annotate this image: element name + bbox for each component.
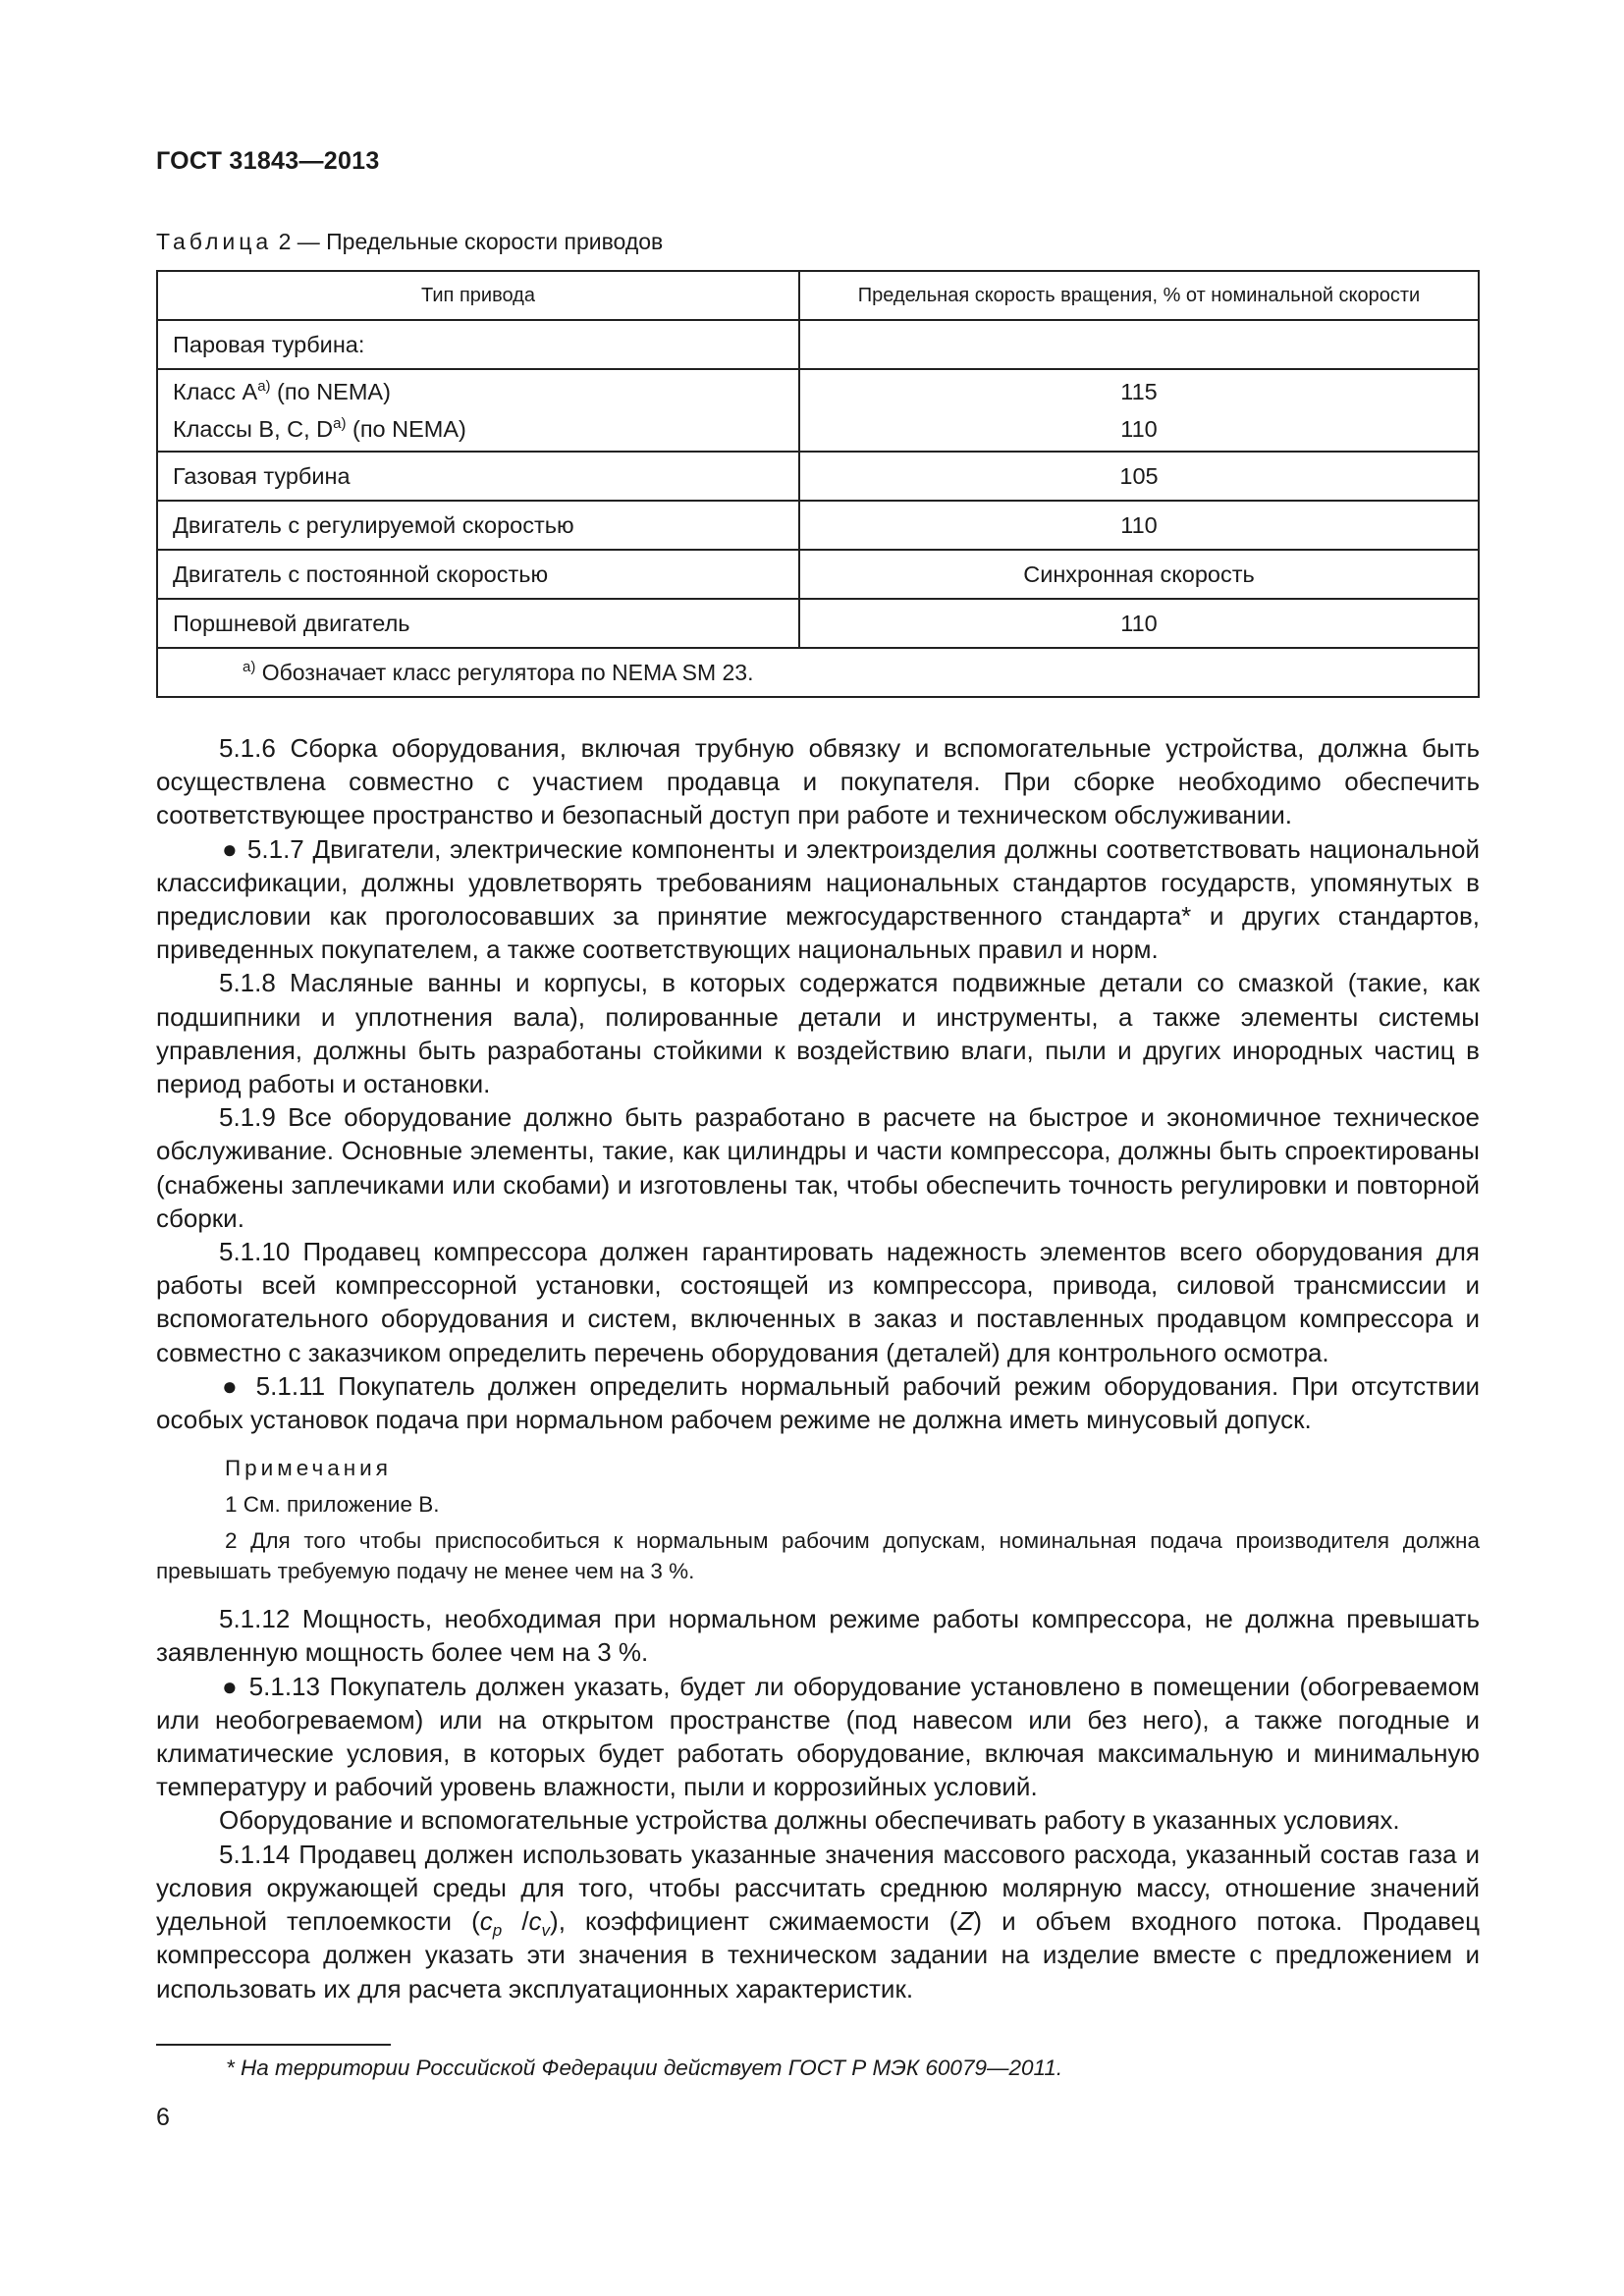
footnote-divider xyxy=(156,2044,391,2046)
table-caption-title: 2 — Предельные скорости приводов xyxy=(272,229,664,254)
class-a-value: 115 xyxy=(1120,379,1158,404)
table-row xyxy=(157,320,1479,369)
var-cp: $c_p$ xyxy=(479,1906,503,1941)
page-number: 6 xyxy=(156,2104,170,2131)
class-bcd-value: 110 xyxy=(1120,416,1158,442)
paragraph-5-1-12: 5.1.12 Мощность, необходимая при нормальном режиме работы компрессора, не должна превышать заявленную мощность более чем на 3 %. xyxy=(156,1604,1480,1668)
table-header-row xyxy=(157,271,1479,320)
class-a-label: Класс $A^{а)}$ (по NEMA) xyxy=(173,378,391,404)
cell-drive-type: Паровая турбина: xyxy=(157,320,799,369)
cell-drive-type: Двигатель с регулируемой скоростью xyxy=(157,501,799,550)
paragraph-5-1-14: 5.1.14 Продавец должен использовать указанные значения массового расхода, указанный состав газа и условия окружающей среды для того, чтобы рассчитать среднюю молярную массу, отношение значений удельной теплоемкости ($c_p$ $/c_v$), коэффициент сжимаемости (Z) и объем входного потока. Продавец компрессора должен указать эти значения в техническом задании на изделие вместе с предложением и использовать их для расчета эксплуатационных характеристик. xyxy=(156,1839,1480,2003)
cell-speed-limit: 110 xyxy=(799,501,1479,550)
table-row xyxy=(157,501,1479,550)
table-caption xyxy=(156,229,663,255)
class-bcd-label: Классы B, C, $D^{а)}$ (по NEMA) xyxy=(173,415,466,442)
paragraph-5-1-8: 5.1.8 Масляные ванны и корпусы, в которых содержатся подвижные детали со смазкой (такие, как подшипники и уплотнения вала), полированные детали и инструменты, а также элементы системы управления, должны быть разработаны стойкими к воздействию влаги, пыли и других инородных частиц в период работы и остановки. xyxy=(156,968,1480,1099)
col-header-speed-limit: Предельная скорость вращения, % от номинальной скорости xyxy=(799,271,1479,320)
paragraph-equipment-conditions: Оборудование и вспомогательные устройства должны обеспечивать работу в указанных условиях. xyxy=(219,1805,1400,1836)
paragraph-5-1-11: ● 5.1.11 Покупатель должен определить нормальный рабочий режим оборудования. При отсутствии особых установок подача при нормальном рабочем режиме не должна иметь минусовый допуск. xyxy=(156,1370,1480,1435)
table-footnote: $^{а)}$ Обозначает класс регулятора по NEMA SM 23. xyxy=(157,648,1479,697)
notes-title: Примечания xyxy=(225,1456,392,1481)
notes-block xyxy=(156,1453,1480,1586)
note-item: 1 См. приложение В. xyxy=(225,1492,440,1518)
cell-drive-type xyxy=(157,369,799,452)
table-row xyxy=(157,452,1479,501)
document-code: ГОСТ 31843—2013 xyxy=(156,147,380,175)
var-z: Z xyxy=(957,1906,974,1937)
body-text xyxy=(156,731,1480,2005)
drive-speed-limits-table xyxy=(156,270,1480,698)
cell-speed-limit xyxy=(799,369,1479,452)
paragraph-5-1-10: 5.1.10 Продавец компрессора должен гарантировать надежность элементов всего оборудования для работы всей компрессорной установки, состоящей из компрессора, привода, силовой трансмиссии и вспомогательного оборудования и систем, включенных в заказ и поставленных продавцом компрессора и совместно с заказчиком определить перечень оборудования (деталей) для контрольного осмотра. xyxy=(156,1237,1480,1367)
table-caption-label: Таблица xyxy=(156,229,273,254)
cell-speed-limit: 110 xyxy=(799,599,1479,648)
cell-drive-type: Двигатель с постоянной скоростью xyxy=(157,550,799,599)
cell-drive-type: Поршневой двигатель xyxy=(157,599,799,648)
table-footnote-row xyxy=(157,648,1479,697)
paragraph-5-1-7: ● 5.1.7 Двигатели, электрические компоненты и электроизделия должны соответствовать национальной классификации, должны удовлетворять требованиям национальных стандартов государств, упомянутых в предисловии как проголосовавших за принятие межгосударственного стандарта* и других стандартов, приведенных покупателем, а также соответствующих национальных правил и норм. xyxy=(156,833,1480,965)
paragraph-5-1-13: ● 5.1.13 Покупатель должен указать, будет ли оборудование установлено в помещении (обогреваемом или необогреваемом) или на открытом пространстве (под навесом или без него), а также погодные и климатические условия, в которых будет работать оборудование, включая максимальную и минимальную температуру и рабочий уровень влажности, пыли и коррозийных условий. xyxy=(156,1671,1480,1802)
table-row xyxy=(157,369,1479,452)
cell-speed-limit xyxy=(799,320,1479,369)
cell-speed-limit: 105 xyxy=(799,452,1479,501)
var-cv: $c_v$ xyxy=(528,1906,551,1941)
col-header-drive-type: Тип привода xyxy=(157,271,799,320)
cell-speed-limit: Синхронная скорость xyxy=(799,550,1479,599)
table-row xyxy=(157,599,1479,648)
note-item: 2 Для того чтобы приспособиться к нормальным рабочим допускам, номинальная подача производителя должна превышать требуемую подачу не менее чем на 3 %. xyxy=(156,1528,1480,1584)
table-row xyxy=(157,550,1479,599)
paragraph-5-1-9: 5.1.9 Все оборудование должно быть разработано в расчете на быстрое и экономичное техническое обслуживание. Основные элементы, такие, как цилиндры и части компрессора, должны быть спроектированы (снабжены заплечиками или скобами) и изготовлены так, чтобы обеспечить точность регулировки и повторной сборки. xyxy=(156,1102,1480,1233)
paragraph-5-1-6: 5.1.6 Сборка оборудования, включая трубную обвязку и вспомогательные устройства, должна быть осуществлена совместно с участием продавца и покупателя. При сборке необходимо обеспечить соответствующее пространство и безопасный доступ при работе и техническом обслуживании. xyxy=(156,733,1480,830)
cell-drive-type: Газовая турбина xyxy=(157,452,799,501)
page-footnote: * На территории Российской Федерации действует ГОСТ Р МЭК 60079—2011. xyxy=(226,2056,1063,2080)
